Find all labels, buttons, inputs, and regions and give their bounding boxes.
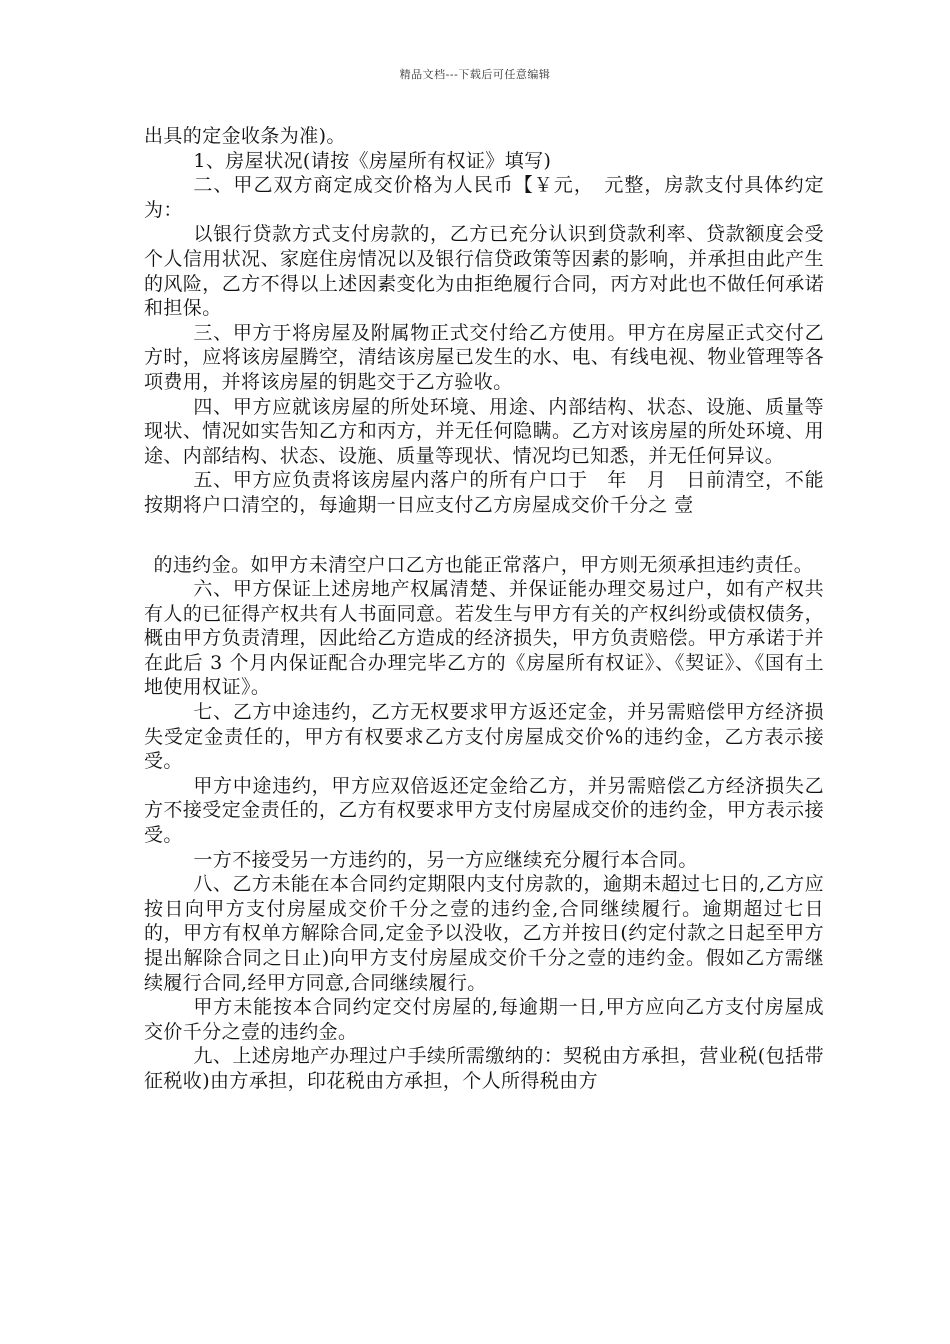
document-body — [144, 124, 824, 1094]
paragraph-clause-7: 七、乙方中途违约，乙方无权要求甲方返还定金，并另需赔偿甲方经济损失受定金责任的，甲方有权要求乙方支付房屋成交价%的违约金，乙方表示接受。 — [144, 701, 824, 773]
paragraph-clause-8: 八、乙方未能在本合同约定期限内支付房款的，逾期未超过七日的,乙方应按日向甲方支付房屋成交价千分之壹的违约金,合同继续履行。逾期超过七日的，甲方有权单方解除合同,定金予以没收，乙方并按日(约定付款之日起至甲方提出解除合同之日止)向甲方支付房屋成交价千分之壹的违约金。假如乙方需继续履行合同,经甲方同意,合同继续履行。 — [144, 873, 824, 994]
paragraph-seller-delay: 甲方未能按本合同约定交付房屋的,每逾期一日,甲方应向乙方支付房屋成交价千分之壹的违约金。 — [144, 996, 824, 1043]
blank-gap — [144, 518, 824, 553]
paragraph-house-status: 1、房屋状况(请按《房屋所有权证》填写) — [193, 149, 552, 172]
paragraph-bank-loan: 以银行贷款方式支付房款的，乙方已充分认识到贷款利率、贷款额度会受个人信用状况、家庭住房情况以及银行信贷政策等因素的影响，并承担由此产生的风险，乙方不得以上述因素变化为由拒绝履行合同，丙方对此也不做任何承诺和担保。 — [144, 223, 824, 320]
paragraph-clause-3: 三、甲方于将房屋及附属物正式交付给乙方使用。甲方在房屋正式交付乙方时，应将该房屋腾空，清结该房屋已发生的水、电、有线电视、物业管理等各项费用，并将该房屋的钥匙交于乙方验收。 — [144, 321, 824, 393]
paragraph-clause-6: 六、甲方保证上述房地产权属清楚、并保证能办理交易过户，如有产权共有人的已征得产权共有人书面同意。若发生与甲方有关的产权纠纷或债权债务，概由甲方负责清理，因此给乙方造成的经济损失，甲方负责赔偿。甲方承诺于并在此后 3 个月内保证配合办理完毕乙方的《房屋所有权证》、《契证》、《国有土地使用权证》。 — [144, 578, 824, 699]
paragraph-continue-performance: 一方不接受另一方违约的，另一方应继续充分履行本合同。 — [193, 848, 698, 871]
paragraph-clause-2: 二、甲乙双方商定成交价格为人民币【￥元， 元整，房款支付具体约定为： — [144, 174, 824, 221]
paragraph-clause-5-continued: 的违约金。如甲方未清空户口乙方也能正常落户，甲方则无须承担违约责任。 — [153, 553, 814, 576]
page-header: 精品文档---下载后可任意编辑 — [399, 68, 551, 81]
paragraph-clause-5: 五、甲方应负责将该房屋内落户的所有户口于 年 月 日前清空，不能按期将户口清空的，每逾期一日应支付乙方房屋成交价千分之 壹 — [144, 469, 824, 516]
paragraph-clause-9: 九、上述房地产办理过户手续所需缴纳的：契税由方承担，营业税(包括带征税收)由方承担，印花税由方承担，个人所得税由方 — [144, 1045, 824, 1092]
paragraph-clause-4: 四、甲方应就该房屋的所处环境、用途、内部结构、状态、设施、质量等现状、情况如实告知乙方和丙方，并无任何隐瞒。乙方对该房屋的所处环境、用途、内部结构、状态、设施、质量等现状、情况均已知悉，并无任何异议。 — [144, 395, 824, 467]
paragraph-seller-breach: 甲方中途违约，甲方应双倍返还定金给乙方，并另需赔偿乙方经济损失乙方不接受定金责任的，乙方有权要求甲方支付房屋成交价的违约金，甲方表示接受。 — [144, 774, 824, 847]
paragraph-continuation: 出具的定金收条为准)。 — [144, 125, 346, 147]
